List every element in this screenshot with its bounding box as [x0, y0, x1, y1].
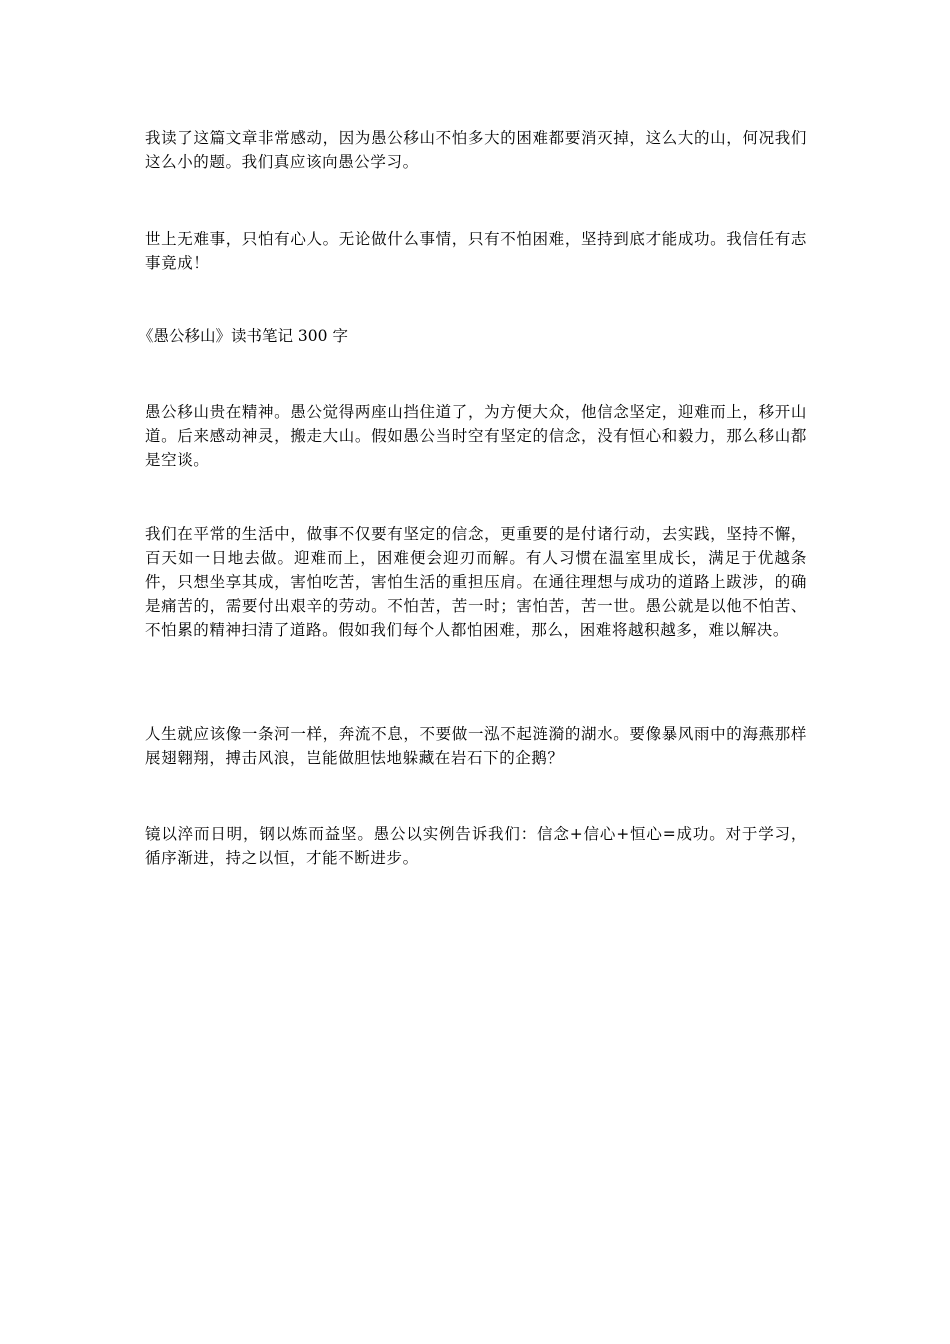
paragraph-6: 镜以淬而日明，钢以炼而益坚。愚公以实例告诉我们：信念+信心+恒心=成功。对于学习，循序渐进，持之以恒，才能不断进步。: [145, 825, 807, 867]
paragraph-3: 愚公移山贵在精神。愚公觉得两座山挡住道了，为方便大众，他信念坚定，迎难而上，移开山道。后来感动神灵，搬走大山。假如愚公当时空有坚定的信念，没有恒心和毅力，那么移山都是空谈。: [145, 403, 807, 469]
paragraph-2: 世上无难事，只怕有心人。无论做什么事情，只有不怕困难，坚持到底才能成功。我信任有志事竟成！: [145, 230, 807, 272]
section-title: 《愚公移山》读书笔记 300 字: [138, 327, 348, 345]
paragraph-1: 我读了这篇文章非常感动，因为愚公移山不怕多大的困难都要消灭掉，这么大的山，何况我们这么小的题。我们真应该向愚公学习。: [145, 129, 807, 171]
paragraph-4: 我们在平常的生活中，做事不仅要有坚定的信念，更重要的是付诸行动，去实践，坚持不懈，百天如一日地去做。迎难而上，困难便会迎刃而解。有人习惯在温室里成长，满足于优越条件，只想坐享其成，害怕吃苦，害怕生活的重担压肩。在通往理想与成功的道路上跋涉，的确是痛苦的，需要付出艰辛的劳动。不怕苦，苦一时；害怕苦，苦一世。愚公就是以他不怕苦、不怕累的精神扫清了道路。假如我们每个人都怕困难，那么，困难将越积越多，难以解决。: [145, 525, 807, 639]
paragraph-5: 人生就应该像一条河一样，奔流不息，不要做一泓不起涟漪的湖水。要像暴风雨中的海燕那样展翅翱翔，搏击风浪，岂能做胆怯地躲藏在岩石下的企鹅？: [145, 725, 807, 767]
